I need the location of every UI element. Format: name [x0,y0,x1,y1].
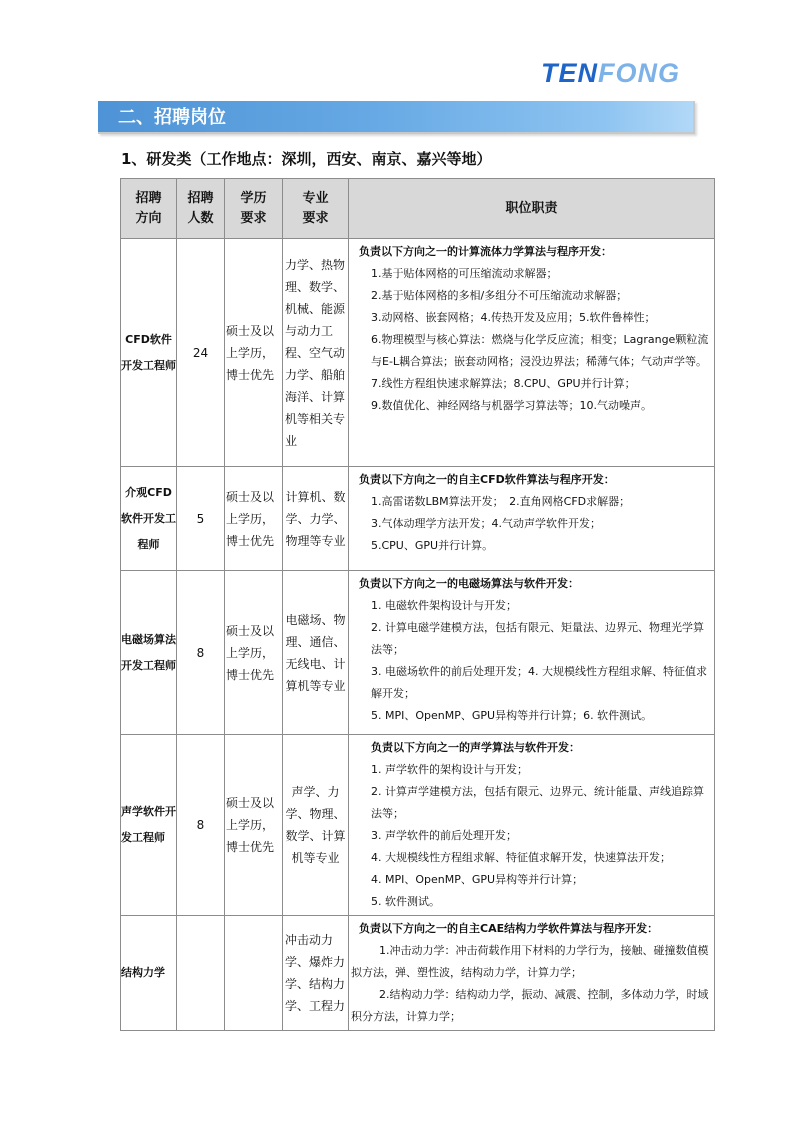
row-duties [349,916,715,1031]
section-title: 二、招聘岗位 [118,107,226,128]
duty-title: 负责以下方向之一的电磁场算法与软件开发： [359,577,579,590]
row-education: 硕士及以上学历，博士优先 [225,735,283,916]
header-direction: 招聘 方向 [121,179,177,239]
duty-item: 3.动网格、嵌套网格；4.传热开发及应用；5.软件鲁棒性； [371,311,656,324]
table-row [121,239,715,467]
row-education: 硕士及以上学历，博士优先 [225,467,283,571]
row-direction: 声学软件开发工程师 [121,735,177,916]
header-count: 招聘 人数 [177,179,225,239]
row-count: 24 [177,239,225,467]
duty-item: 1.冲击动力学：冲击荷载作用下材料的力学行为，接触、碰撞数值模拟方法，弹、塑性波，结构动力学，计算力学； [351,944,709,979]
row-direction: 电磁场算法开发工程师 [121,571,177,735]
duty-item: 1. 电磁软件架构设计与开发； [371,599,517,612]
header-duties: 职位职责 [349,179,715,239]
duty-item: 9.数值优化、神经网络与机器学习算法等；10.气动噪声。 [371,399,652,412]
duty-item: 1.基于贴体网格的可压缩流动求解器； [371,267,558,280]
duty-item: 4. MPI、OpenMP、GPU异构等并行计算； [371,873,584,886]
duty-item: 2. 计算电磁学建模方法，包括有限元、矩量法、边界元、物理光学算法等； [371,621,704,656]
job-table [120,178,715,1031]
row-major: 冲击动力学、爆炸力学、结构力学、工程力 [283,916,349,1031]
row-duties [349,735,715,916]
duty-item: 3. 电磁场软件的前后处理开发；4. 大规模线性方程组求解、特征值求解开发； [371,665,707,700]
table-row [121,571,715,735]
row-education [225,916,283,1031]
row-count [177,916,225,1031]
section-header-bar [98,101,695,134]
row-major: 力学、热物理、数学、机械、能源与动力工程、空气动力学、船舶海洋、计算机等相关专业 [283,239,349,467]
header-major: 专业 要求 [283,179,349,239]
table-row [121,735,715,916]
row-duties [349,239,715,467]
duty-item: 3. 声学软件的前后处理开发； [371,829,517,842]
row-count: 8 [177,735,225,916]
row-major: 电磁场、物理、通信、无线电、计算机等专业 [283,571,349,735]
row-direction: CFD软件开发工程师 [121,239,177,467]
duty-title: 负责以下方向之一的自主CFD软件算法与程序开发： [359,473,615,486]
duty-item: 7.线性方程组快速求解算法；8.CPU、GPU并行计算； [371,377,636,390]
row-direction: 介观CFD软件开发工程师 [121,467,177,571]
duty-item: 6.物理模型与核心算法：燃烧与化学反应流；相变；Lagrange颗粒流与E-L耦合算法；嵌套动网格；浸没边界法；稀薄气体；气动声学等。 [371,333,709,368]
header-education: 学历 要求 [225,179,283,239]
duty-item: 2.结构动力学：结构动力学，振动、减震、控制，多体动力学，时域积分方法，计算力学； [351,988,709,1023]
row-duties [349,571,715,735]
duty-title: 负责以下方向之一的计算流体力学算法与程序开发： [359,245,612,258]
row-major: 计算机、数学、力学、物理等专业 [283,467,349,571]
table-row [121,916,715,1031]
category-heading: 1、研发类（工作地点：深圳，西安、南京、嘉兴等地） [121,150,492,168]
duty-item: 1. 声学软件的架构设计与开发； [371,763,528,776]
duty-item: 2. 计算声学建模方法，包括有限元、边界元、统计能量、声线追踪算法等； [371,785,704,820]
duty-item: 4. 大规模线性方程组求解、特征值求解开发，快速算法开发； [371,851,671,864]
duty-item: 3.气体动理学方法开发；4.气动声学软件开发； [371,517,601,530]
duty-title: 负责以下方向之一的声学算法与软件开发： [371,741,580,754]
row-direction: 结构力学 [121,916,177,1031]
duty-title: 负责以下方向之一的自主CAE结构力学软件算法与程序开发： [359,922,659,935]
row-count: 5 [177,467,225,571]
duty-item: 1.高雷诺数LBM算法开发； 2.直角网格CFD求解器； [371,495,631,508]
duty-item: 5.CPU、GPU并行计算。 [371,539,494,552]
duty-item: 2.基于贴体网格的多相/多组分不可压缩流动求解器； [371,289,628,302]
row-education: 硕士及以上学历，博士优先 [225,571,283,735]
table-row [121,467,715,571]
row-count: 8 [177,571,225,735]
row-duties [349,467,715,571]
table-header-row [121,179,715,239]
row-education: 硕士及以上学历，博士优先 [225,239,283,467]
duty-item: 5. 软件测试。 [371,895,440,908]
duty-item: 5. MPI、OpenMP、GPU异构等并行计算；6. 软件测试。 [371,709,653,722]
row-major: 声学、力学、物理、数学、计算机等专业 [283,735,349,916]
company-logo: TENFONG [541,58,680,88]
